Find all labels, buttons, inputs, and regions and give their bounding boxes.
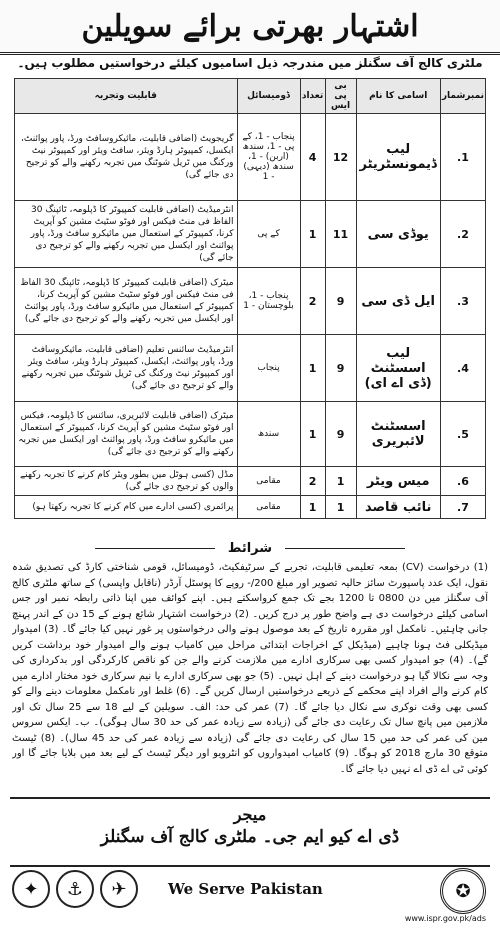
table-row	[15, 114, 486, 201]
row-no: 4.	[440, 335, 485, 402]
signature-block	[10, 797, 490, 867]
army-emblem-icon: ✦	[12, 870, 50, 908]
table-row	[15, 402, 486, 467]
row-bps: 9	[325, 402, 356, 467]
emblems	[12, 870, 138, 908]
row-name: اسسٹنٹ لائبریری	[356, 402, 440, 467]
row-no: 1.	[440, 114, 485, 201]
header-name: اسامی کا نام	[356, 79, 440, 114]
row-domicile: پنجاب	[237, 335, 300, 402]
row-bps: 1	[325, 496, 356, 519]
table-row	[15, 496, 486, 519]
table-row	[15, 268, 486, 335]
row-domicile: سندھ	[237, 402, 300, 467]
posts-table	[14, 78, 486, 519]
row-qty: 1	[300, 335, 325, 402]
table-header-row	[15, 79, 486, 114]
row-name: ایل ڈی سی	[356, 268, 440, 335]
row-domicile: پنجاب - 1، بلوچستان - 1	[237, 268, 300, 335]
row-name: لیب اسسٹنٹ (ڈی اے ای)	[356, 335, 440, 402]
banner	[0, 0, 500, 55]
row-name: نائب قاصد	[356, 496, 440, 519]
row-no: 3.	[440, 268, 485, 335]
conditions-text: (1) درخواست (CV) بمعہ تعلیمی قابلیت، تجربے کے سرٹیفکیٹ، ڈومیسائل، قومی شناختی کارڈ کی تصدیق شدہ نقول، ایک عدد پاسپورٹ سائز حالیہ تصویر اور مبلغ 200/- روپے کا پوسٹل آرڈر (ناقابل واپسی) کے ساتھ ملٹری کالج آف سگنلز میں دن 0800 تا 1200 بجے تک جمع کرواسکتے ہیں۔ اپنے کوائف میں اپنا ذاتی رابطہ نمبر اور جس اسامی کیلئے درخواست دی ہے واضح طور پر درج کریں۔ (2) درخواست اشتہار شائع ہونے کے 15 دن کے اندر پہنچ جانی چاہئیں۔ نامکمل اور مقررہ تاریخ کے بعد موصول ہونے والی درخواستوں پر غور نہیں کیا جائے گا۔ (3) امیدوار میڈیکلی فٹ ہونا چاہیے (میڈیکل کے اخراجات ابتدائی مراحل میں کامیاب ہونے والے امیدوار خود برداشت کریں گے)۔ (4) جو امیدوار کسی بھی سرکاری ادارے میں ملازمت کرنے والے جن کو ناقص کارکردگی اور بدکرداری کی وجہ سے نکالا گیا ہو درخواست دینے کے اہل نہیں۔ (5) جو بھی سرکاری ادارے یا نیم سرکاری خود مختار ادارے میں کام کرنے والے افراد اپنے محکمے کے ذریعے درخواستیں ارسال کریں گے۔ (6) غلط اور نامکمل معلومات دینے والے کو کسی بھی وقت نوکری سے نکال دیا جائے گا۔ (7) عمر کی حد: الف۔ سویلین کے لیے 18 سے 25 سال تک اور ملازمین میں پانچ سال تک رعایت دی جائے گی (زیادہ سے زیادہ عمر کی حد 30 سال ہوگی)۔ ب۔ ایکس سروس مین کی عمر کی حد میں 15 سال کی رعایت دی جائے گی (زیادہ سے زیادہ عمر کی حد 45 سال)۔ (8) ٹیسٹ متوقع 30 مارچ 2018 کو ہوگا۔ (9) کامیاب امیدواروں کو انٹرویو اور دیگر ٹیسٹ کے لیے بعد میں بلایا جائے گا اور کوئی ٹی اے ڈی اے نہیں دیا جائے گا۔	[12, 562, 488, 775]
row-domicile: پنجاب - 1، کے پی - 1، سندھ (اربن) - 1، سندھ (دیہی) - 1	[237, 114, 300, 201]
row-qty: 2	[300, 268, 325, 335]
header-domicile: ڈومیسائل	[237, 79, 300, 114]
row-qualification: میٹرک (اضافی قابلیت لائبریری، سائنس کا ڈپلومہ، فیکس اور فوٹو سٹیٹ مشین کو آپریٹ کرنا، کمپیوٹر کے استعمال میں مائیکرو سافٹ ورڈ، پاور پوائنٹ اور ایکسل میں تجربہ رکھنے والے کو ترجیح دی جائے گی)	[15, 402, 238, 467]
table-row	[15, 335, 486, 402]
row-qualification: گریجویٹ (اضافی قابلیت، مائیکروسافٹ ورڈ، پاور پوائنٹ، ایکسل، کمپیوٹر ہارڈ ویئر، سافٹ ویئر اور کمپیوٹر نیٹ ورکنگ میں ٹریل شوٹنگ میں تجربہ رکھنے والے کو ترجیح دی جائے گی)	[15, 114, 238, 201]
source-url[interactable]: www.ispr.gov.pk/ads	[404, 914, 486, 923]
row-bps: 9	[325, 335, 356, 402]
signatory-rank: میجر	[233, 805, 267, 824]
row-bps: 12	[325, 114, 356, 201]
row-bps: 11	[325, 201, 356, 268]
banner-title: اشتہار بھرتی برائے سویلین	[81, 8, 419, 44]
motto: We Serve Pakistan	[168, 880, 323, 898]
ispr-crest-icon: ✪	[440, 868, 486, 914]
header-no: نمبرشمار	[440, 79, 485, 114]
row-qualification: انٹرمیڈیٹ (اضافی قابلیت کمپیوٹر کا ڈپلومہ، ٹائپنگ 30 الفاظ فی منٹ فیکس اور فوٹو سٹیٹ مشین کو آپریٹ کرنا، کمپیوٹر کے استعمال میں مائیکرو سافٹ ورڈ، پاور پوائنٹ اور ایکسل میں تجربہ رکھنے والے کو ترجیح دی جائے گی)	[15, 201, 238, 268]
row-bps: 9	[325, 268, 356, 335]
row-qty: 4	[300, 114, 325, 201]
air-force-emblem-icon: ✈	[100, 870, 138, 908]
row-qualification: مڈل (کسی ہوٹل میں بطور ویٹر کام کرنے کا تجربہ رکھنے والوں کو ترجیح دی جائے گی)	[15, 467, 238, 496]
row-no: 2.	[440, 201, 485, 268]
footer	[0, 866, 500, 929]
table-row	[15, 467, 486, 496]
row-qty: 2	[300, 467, 325, 496]
row-qualification: پرائمری (کسی ادارے میں کام کرنے کا تجربہ رکھتا ہو)	[15, 496, 238, 519]
row-qty: 1	[300, 201, 325, 268]
conditions-title: شرائط	[227, 541, 273, 556]
row-qualification: میٹرک (اضافی قابلیت کمپیوٹر کا ڈپلومہ، ٹائپنگ 30 الفاظ فی منٹ فیکس اور فوٹو سٹیٹ مشین کو آپریٹ کرنا، کمپیوٹر کے استعمال میں مائیکرو سافٹ ورڈ، پاور پوائنٹ اور ایکسل میں تجربہ رکھنے والے کو ترجیح دی جائے گی)	[15, 268, 238, 335]
subtitle: ملٹری کالج آف سگنلز میں مندرجہ ذیل اسامیوں کیلئے درخواستیں مطلوب ہیں۔	[17, 56, 483, 70]
row-name: یوڈی سی	[356, 201, 440, 268]
row-no: 5.	[440, 402, 485, 467]
row-qty: 1	[300, 496, 325, 519]
divider	[95, 548, 215, 549]
row-bps: 1	[325, 467, 356, 496]
row-name: میس ویٹر	[356, 467, 440, 496]
row-name: لیب ڈیمونسٹریٹر	[356, 114, 440, 201]
row-domicile: کے پی	[237, 201, 300, 268]
row-no: 7.	[440, 496, 485, 519]
row-domicile: مقامی	[237, 496, 300, 519]
header-qty: تعداد	[300, 79, 325, 114]
row-domicile: مقامی	[237, 467, 300, 496]
header-bps: بی پی ایس	[325, 79, 356, 114]
table-row	[15, 201, 486, 268]
header-qualification: قابلیت وتجربہ	[15, 79, 238, 114]
row-no: 6.	[440, 467, 485, 496]
row-qualification: انٹرمیڈیٹ سائنس تعلیم (اضافی قابلیت، مائیکروسافٹ ورڈ، پاور پوائنٹ، ایکسل، کمپیوٹر ہارڈ ویئر، سافٹ ویئر اور کمپیوٹر نیٹ ورکنگ کی ٹریل شوٹنگ میں تجربہ رکھنے والے کو ترجیح دی جائے گی)	[15, 335, 238, 402]
navy-emblem-icon: ⚓	[56, 870, 94, 908]
conditions-heading	[10, 541, 490, 556]
row-qty: 1	[300, 402, 325, 467]
signatory-office: ڈی اے کیو ایم جی۔ ملٹری کالج آف سگنلز	[100, 827, 400, 847]
divider	[285, 548, 405, 549]
